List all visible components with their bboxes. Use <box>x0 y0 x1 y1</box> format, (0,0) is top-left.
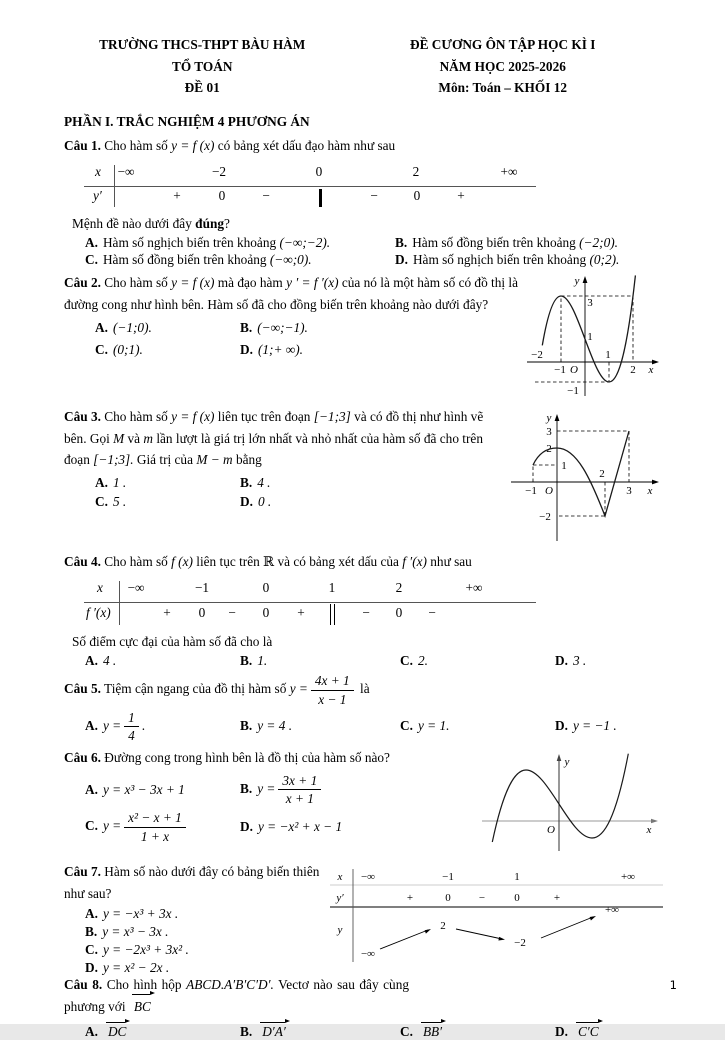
question-3-options-row1 <box>64 475 504 491</box>
option-b: B. y = x³ − 3x . <box>85 924 169 940</box>
option-a: A. y = $\frac{1}{4}$ . <box>85 709 146 744</box>
table-line <box>84 602 536 603</box>
svg-text:−2: −2 <box>514 937 526 950</box>
option-a: A. 4 . <box>85 653 117 669</box>
question-3-stem: Câu 3. Cho hàm số y = f (x) liên tục trên đoạn [−1;3] và có đồ thị như hình vẽ bên. Gọi M và m lần lượt là giá trị lớn nhất và nhỏ nhất của hàm số đã cho trên đoạn [−1;3]. Giá trị của M − m bằng <box>64 409 484 468</box>
svg-text:x: x <box>648 364 654 377</box>
svg-text:y′: y′ <box>336 892 344 905</box>
sign-table-q4: x −∞ −1 0 1 2 +∞ f ′(x) + 0 − 0 + − 0 − <box>84 578 536 628</box>
svg-text:−2: −2 <box>539 511 551 524</box>
graph-q2 <box>527 272 665 402</box>
question-7-stem: Câu 7. Hàm số nào dưới đây có bảng biến thiên như sau? <box>64 864 320 901</box>
option-b: B. 1. <box>240 653 268 669</box>
question-6-stem: Câu 6. Đường cong trong hình bên là đồ thị của hàm số nào? <box>64 750 390 766</box>
question-1-prompt: Mệnh đề nào dưới đây đúng? <box>72 215 230 231</box>
option-d: D. 3 . <box>555 653 587 669</box>
option-b: B. y = 4 . <box>240 717 293 733</box>
option-b: B. (−∞;−1). <box>240 320 308 336</box>
svg-text:3: 3 <box>626 485 632 498</box>
svg-text:y: y <box>546 412 552 425</box>
table-line <box>114 165 115 207</box>
table-head: x <box>97 579 103 595</box>
svg-text:−1: −1 <box>554 364 566 377</box>
question-3 <box>64 406 665 547</box>
svg-text:+: + <box>553 892 561 905</box>
svg-text:1: 1 <box>514 871 520 884</box>
question-7 <box>64 861 665 978</box>
table-line <box>84 186 536 187</box>
option-c: C. 2. <box>400 653 428 669</box>
option-a: A. Hàm số nghịch biến trên khoảng (−∞;−2). <box>85 235 331 251</box>
question-4-options <box>64 653 665 669</box>
question-3-options-row2 <box>64 494 504 510</box>
svg-text:2: 2 <box>630 364 636 377</box>
question-6-options-row1 <box>64 773 477 807</box>
table-head: x <box>95 163 101 179</box>
page-number: 1 <box>669 978 677 992</box>
svg-text:+∞: +∞ <box>620 871 636 884</box>
option-c: C. (0;1). <box>95 342 143 358</box>
svg-text:0: 0 <box>445 892 451 905</box>
table-head: f ′(x) <box>86 604 111 620</box>
option-a: A. y = −x³ + 3x . <box>85 906 179 922</box>
option-a: A. 1 . <box>95 474 127 490</box>
fraction: $\frac{1}{4}$ <box>124 710 139 744</box>
cubic-derivative-graph <box>527 272 665 398</box>
option-b: B. D′A′ <box>240 1024 400 1040</box>
variation-table <box>330 867 665 965</box>
piecewise-graph <box>507 410 665 543</box>
question-4 <box>64 551 665 669</box>
question-1-stem: Câu 1. Cho hàm số y = f (x) có bảng xét dấu đạo hàm như sau <box>64 138 396 154</box>
table-line <box>119 581 120 625</box>
vector-bc: BC <box>131 996 154 1018</box>
discontinuity-bar <box>319 189 322 207</box>
school-name: TRƯỜNG THCS-THPT BÀU HÀM <box>99 37 306 52</box>
department: TỔ TOÁN <box>171 58 233 74</box>
option-a: A. (−1;0). <box>95 320 152 336</box>
header-school-block <box>64 34 340 99</box>
question-1 <box>64 135 665 268</box>
discontinuity-double-bar <box>330 604 335 625</box>
section-title: PHẦN I. TRẮC NGHIỆM 4 PHƯƠNG ÁN <box>64 113 310 129</box>
svg-text:−1: −1 <box>442 871 454 884</box>
question-2 <box>64 272 665 402</box>
svg-text:y: y <box>564 756 570 769</box>
svg-text:O: O <box>547 824 555 837</box>
option-d: D. y = −x² + x − 1 <box>240 819 343 835</box>
svg-text:3: 3 <box>587 297 593 310</box>
question-1-options-row1 <box>64 235 665 251</box>
option-c: C. 5 . <box>95 493 127 509</box>
question-5-options <box>64 710 665 744</box>
fraction: $\frac{3x + 1}{x + 1}$ <box>278 773 321 807</box>
document-header <box>64 34 665 99</box>
svg-text:x: x <box>646 824 652 837</box>
question-2-options-row1 <box>64 320 522 336</box>
exam-title: ĐỀ CƯƠNG ÔN TẬP HỌC KÌ I <box>410 37 596 52</box>
question-2-stem: Câu 2. Cho hàm số y = f (x) mà đạo hàm y ′ = f ′(x) của nó là một hàm số có đồ thị là đường cong như hình bên. Hàm số đã cho đồng biến trên khoảng nào dưới đây? <box>64 275 519 312</box>
svg-text:3: 3 <box>546 426 552 439</box>
svg-text:−1: −1 <box>567 385 579 398</box>
svg-text:+: + <box>406 892 414 905</box>
fraction: $\frac{\text{x² − x + 1}}{1 + x}$ <box>124 810 186 844</box>
option-c: C. y = $\frac{\text{x² − x + 1}}{1 + x}$ <box>85 810 240 844</box>
question-6 <box>64 747 665 857</box>
question-8-stem: Câu 8. Cho hình hộp ABCD.A′B′C′D′. Vectơ nào sau đây cùng phương với BC <box>64 974 409 1017</box>
option-d: D. 0 . <box>240 493 272 509</box>
option-d: D. C′C <box>555 1024 602 1040</box>
svg-text:−: − <box>478 892 486 905</box>
option-b: B. y = $\frac{3x + 1}{x + 1}$ <box>240 773 324 807</box>
svg-text:2: 2 <box>440 920 446 933</box>
svg-text:O: O <box>545 485 553 498</box>
svg-text:1: 1 <box>561 460 567 473</box>
question-1-options-row2 <box>64 252 665 268</box>
question-2-options-row2 <box>64 342 522 358</box>
svg-text:1: 1 <box>587 331 593 344</box>
option-a: A. DC <box>85 1024 240 1040</box>
question-6-options-row2 <box>64 810 477 844</box>
svg-text:2: 2 <box>599 468 605 481</box>
subject-grade: Môn: Toán – KHỐI 12 <box>438 80 567 96</box>
graph-q3 <box>507 410 665 547</box>
svg-text:−2: −2 <box>531 349 543 362</box>
option-c: C. y = 1. <box>400 717 450 733</box>
svg-text:1: 1 <box>605 349 611 362</box>
option-c: C. BB′ <box>400 1024 555 1040</box>
option-b: B. Hàm số đồng biến trên khoảng (−2;0). <box>395 235 619 251</box>
svg-text:y: y <box>337 924 343 937</box>
option-b: B. 4 . <box>240 474 271 490</box>
graph-q6 <box>477 749 665 857</box>
question-5 <box>64 673 665 743</box>
option-d: D. y = −1 . <box>555 717 617 733</box>
option-a: A. y = x³ − 3x + 1 <box>85 781 185 797</box>
svg-text:−1: −1 <box>525 485 537 498</box>
question-8 <box>64 974 665 1039</box>
svg-text:+∞: +∞ <box>604 904 620 917</box>
question-4-prompt: Số điểm cực đại của hàm số đã cho là <box>72 633 273 649</box>
question-4-stem: Câu 4. Cho hàm số f (x) liên tục trên ℝ và có bảng xét dấu của f ′(x) như sau <box>64 554 472 570</box>
svg-text:x: x <box>337 871 343 884</box>
svg-text:2: 2 <box>546 443 552 456</box>
variation-table-q7 <box>330 867 665 969</box>
header-exam-block <box>340 34 665 99</box>
option-d: D. Hàm số nghịch biến trên khoảng (0;2). <box>395 252 620 268</box>
option-c: C. y = −2x³ + 3x² . <box>85 942 189 958</box>
svg-text:x: x <box>647 485 653 498</box>
svg-text:y: y <box>574 275 580 288</box>
svg-text:−∞: −∞ <box>360 871 376 884</box>
fraction: $\frac{4x + 1}{x - 1}$ <box>311 673 354 707</box>
option-c: C. Hàm số đồng biến trên khoảng (−∞;0). <box>85 252 312 268</box>
question-5-stem: Câu 5. Tiệm cận ngang của đồ thị hàm số y = $\frac{4x + 1}{x - 1}$ là <box>64 673 370 707</box>
svg-text:O: O <box>570 364 578 377</box>
svg-text:0: 0 <box>514 892 520 905</box>
school-year: NĂM HỌC 2025-2026 <box>439 58 566 74</box>
question-8-options <box>64 1024 665 1040</box>
exam-code: ĐỀ 01 <box>184 80 220 96</box>
cubic-curve-graph <box>477 749 665 853</box>
sign-table-q1: x −∞ −2 0 2 +∞ y′ + 0 − − 0 + <box>84 162 536 210</box>
option-d: D. y = x² − 2x . <box>85 960 170 976</box>
option-d: D. (1;+ ∞). <box>240 342 303 358</box>
table-head: y′ <box>93 187 102 203</box>
svg-text:−∞: −∞ <box>360 948 376 961</box>
